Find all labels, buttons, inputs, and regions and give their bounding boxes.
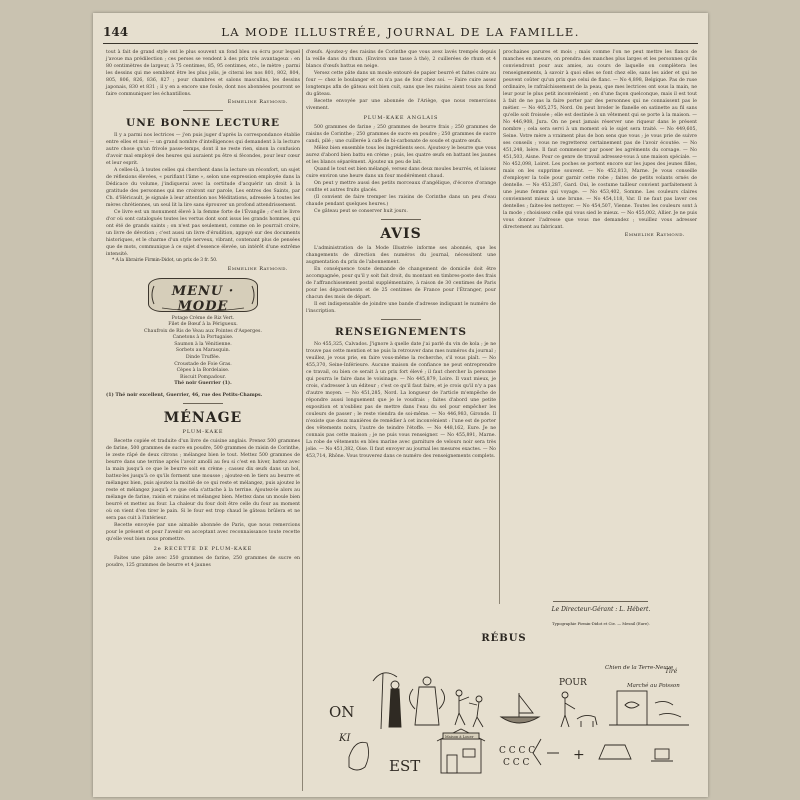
- lecture-paragraph: Il y a parmi nos lectrices — j'en puis juger d'après la correspondance établie entre elles et moi — un grand nombre d'intelligences qui demandent à la lecture autre chose qu'un frivole passe-temps, dont il ne reste rien, sinon la confusion d'avoir mal employé des heures qui auraient pu être si fécondes, pour leur cœur et leur esprit.: [106, 133, 300, 166]
- journal-title: LA MODE ILLUSTRÉE, JOURNAL DE LA FAMILLE.: [221, 25, 580, 39]
- footnote: * A la librairie Firmin-Didot, un prix de 3 fr. 50.: [112, 258, 218, 263]
- separator: [381, 319, 421, 320]
- menu-item: Cèpes à la Bordelaise.: [176, 368, 230, 374]
- menu-item: Canetons à la Portugaise.: [172, 335, 234, 341]
- rebus-word-tire: Tiré: [665, 668, 678, 675]
- rebus-word-maison: Maison à Louer: [445, 735, 474, 739]
- rebus-title: RÉBUS: [481, 633, 527, 644]
- svg-text:C C C: C C C: [503, 758, 530, 768]
- header-rule: [103, 43, 698, 44]
- signature: Emmeline Raymond.: [227, 99, 288, 105]
- section-title-lecture: UNE BONNE LECTURE: [126, 117, 280, 129]
- signature: Emmeline Raymond.: [227, 265, 288, 272]
- recipe-paragraph: Versez cette pâte dans un moule entouré de papier beurré et faites cuire au four — chez le boulanger et on n'a pas de four chez soi. — Faire cuire assez longtemps afin de gâteau soit bien cuit, sans que les raisins aient tous au fond du gâteau.: [306, 71, 496, 97]
- scythe-icon: [373, 673, 397, 681]
- menu-item: Thé noir Guerrier (1).: [174, 381, 232, 387]
- fish-icon: [625, 702, 639, 708]
- menage-paragraph: Recette envoyée par une aimable abonnée de Paris, que nous remercions pour le présent et pour l'avenir en acceptant avec reconnaissance toute recette qu'elle veut bien nous promettre.: [106, 523, 300, 543]
- menu-item: Chaufroix de Ris de Veau aux Pointes d'Asperges.: [144, 328, 262, 334]
- avis-paragraph: Il est indispensable de joindre une bande d'adresse indiquant le numéro de l'inscription.: [306, 302, 496, 314]
- recipe-paragraph: Recette envoyée par une abonnée de l'Ariège, que nous remercions vivement.: [306, 99, 496, 111]
- section-title-renseignements: RENSEIGNEMENTS: [334, 326, 467, 338]
- recipe-paragraph: Quand le tout est bien mélangé, versez dans deux moules beurrés, et laissez cuire environ une heure dans un four modérément chaud.: [306, 167, 496, 179]
- separator: [183, 110, 223, 111]
- svg-text:+: +: [573, 747, 585, 763]
- menu-item: Filet de Bœuf à la Périgueux.: [168, 322, 238, 328]
- menage-paragraph: Recette copiée et traduite d'un livre de cuisine anglais. Prenez 500 grammes de farine, 500 grammes de sucre en poudre, 500 grammes de raisin de Corinthe, le zeste râpé de deux citrons ; mélangez bien le tout. Mettez 500 grammes de beurre dans une terrine après l'avoir amolli au feu si c'est en hiver, battez avec la main jusqu'à ce que le beurre soit en crème ; cassez dix œufs dans un bol, battez-les jusqu'à ce qu'ils forment une mousse ; ajoutez-en le tiers au beurre et mélangez bien, puis ajoutez la moitié de ce qui reste et mélangez, puis ajoutez le reste et mélangez jusqu'à ce que cela s'attache à la terrine. Ajoutez-le alors au mélange de farine, raisin et raisins et mélangez bien. Mettez dans un moule bien beurré et mettez au four. La chaleur du four doit être celle du four au moment où on vient d'en tirer le pain. Si le four est trop chaud le gâteau brûlera et ne sera pas cuit à l'intérieur.: [106, 439, 300, 522]
- column-divider: [302, 49, 303, 791]
- recipe-paragraph: 500 grammes de farine ; 250 grammes de beurre frais ; 250 grammes de raisins de Corinthe ; 250 grammes de sucre en poudre ; 250 grammes de sucre candi, pilé ; une cuillerée à café de bi-carbonate de soude et quatre œufs.: [306, 125, 496, 144]
- subsection-title: PLUM-KAKE ANGLAIS: [363, 115, 439, 121]
- menu-logo: [148, 278, 258, 312]
- director-credit: Le Directeur-Gérant : L. Hébert.: [551, 606, 651, 613]
- svg-text:KI: KI: [339, 733, 351, 744]
- rebus-puzzle: [309, 633, 699, 793]
- menage-paragraph: Faites une pâte avec 250 grammes de farine, 250 grammes de sucre en poudre, 125 grammes de beurre et 4 jaunes: [106, 556, 300, 569]
- rebus-word-chien: Chien de la Terre-Neuve: [605, 665, 674, 671]
- rebus-word-marche: Marché au Poisson: [627, 683, 680, 689]
- intro-paragraph: tout à fait de grand style ont le plus souvent un fond bleu ou écru pour lequel j'avoue ma prédilection ; ces perses se vendent à des prix très avantageux : en 80 centimètres de largeur, à 75 centimes, 85, 95 centimes, etc., le mètre ; parmi les dessins qui me semblent être les plus jolis, je citerai les nos 801, 802, 804, 805, 806, 826, 836, 827 ; pour chambres et salons masculins, les dessins japonais, 830 et 831 ; il y en a encore une foule, dont nos abonnées pourront se faire communiquer les échantillons.: [106, 50, 300, 97]
- rebus-word-on: ON: [329, 703, 355, 721]
- rebus-word-pour: POUR: [559, 678, 587, 688]
- menu-item: Sorbets au Marasquin.: [175, 348, 231, 354]
- subsection-title: 2e RECETTE DE PLUM-KAKE: [153, 546, 253, 553]
- section-title-menage: MÉNAGE: [163, 410, 243, 427]
- menu-item: Biscuit Pompadour.: [180, 374, 226, 380]
- recipe-paragraph: d'œufs. Ajoutez-y des raisins de Corinthe que vous avez lavés trempés depuis la veille dans du rhum. (Environ une tasse à thé), 2 cuillerées de rhum et 4 blancs d'œufs battus en neige.: [306, 50, 496, 69]
- column-3: [503, 49, 697, 439]
- page-header: [103, 25, 698, 41]
- avis-paragraph: En conséquence toute demande de changement de domicile doit être accompagnée, pour qu'il y soit fait droit, du montant en timbres-poste des frais de l'affranchissement postal supplémentaire, à raison de 30 centimes de Paris pour les départements et de 25 centimes de France pour l'Étranger, pour chacun des mois de départ.: [306, 267, 496, 300]
- hand-icon: [349, 742, 369, 770]
- page-number: 144: [103, 25, 129, 39]
- rebus-word-est: EST: [389, 757, 421, 775]
- column-divider: [499, 49, 500, 604]
- separator: [381, 219, 421, 220]
- subsection-title: PLUM-KAKE: [182, 429, 224, 436]
- menu-item: Potage Crème de Riz Vert.: [171, 315, 235, 321]
- column-2: [306, 49, 496, 459]
- dog-icon: [577, 715, 597, 727]
- rebus-illustration: [309, 633, 699, 793]
- menu-item: Saumon à la Vénitienne.: [174, 341, 232, 347]
- avis-paragraph: L'administration de la Mode Illustrée informe ses abonnés, que les changements de direction des numéros du journal, nécessitent une augmentation du prix de l'abonnement.: [306, 246, 496, 265]
- box-icon: [655, 749, 669, 759]
- recipe-paragraph: On peut y mettre aussi des petits morceaux d'angélique, d'écorce d'orange confite et autres fruits glacés.: [306, 181, 496, 193]
- lecture-paragraph: A celles-là, à toutes celles qui cherchent dans la lecture un réconfort, un sujet de réflexions élevées, « purifiant l'âme », selon une expression employée dans la Dédicace du volume, j'indiquerai avec la certitude d'acquérir un droit à la gratitude des personnes qui me croiront sur parole, Les entres des Saints, par Ch. d'Héricault, je signale à leur attention nos Méditations, adressée à toutes les mères chrétiennes, un seul lit la lire sans éprouver un profond attendrissement.: [106, 168, 300, 208]
- signature: Emmeline Raymond.: [624, 232, 685, 238]
- section-title-avis: AVIS: [380, 226, 422, 242]
- lecture-paragraph: Ce livre est un monument élevé à la femme forte de l'Évangile ; c'est le livre d'or où sont catalogués toutes les vertus dont sont issus les grands hommes, qui ont été de grands saints ; on n'est pas seulement, comme on le pourrait croire, un livre de dévotion ; c'est aussi un livre d'érudition, appuyé sur des documents historiques, et le charme d'un style nerveux, vibrant, contenant plus de pensées que de mots, communique à ce sujet d'essence élevée, un intérêt d'une extrême intensité.: [106, 210, 300, 257]
- skull-icon: [391, 681, 399, 689]
- svg-text:C C C C: C C C C: [499, 746, 536, 756]
- recipe-paragraph: Ce gâteau peut se conserver huit jours.: [314, 209, 408, 214]
- printer-credit: Typographie Firmin-Didot et Cie. — Mesnil (Eure).: [552, 621, 650, 626]
- recipe-paragraph: (Il convient de faire tremper les raisins de Corinthe dans un peu d'eau chaude pendant quelques heures.): [306, 195, 496, 207]
- menu-list: [106, 316, 300, 389]
- recipe-paragraph: Mêlez bien ensemble tous les ingrédients secs. Ajoutez-y le beurre que vous aurez d'abord bien battu en crème ; puis, les quatre œufs en battant les jaunes et les blancs séparément. Ajoutez un peu de lait.: [306, 146, 496, 165]
- menu-logo-text: MENU · MODE: [171, 283, 235, 314]
- menu-item: Croustade de Foie Gras.: [174, 361, 232, 367]
- menu-item: Dinde Truffée.: [185, 355, 221, 361]
- separator: [553, 601, 648, 602]
- separator: [183, 403, 223, 404]
- renseignements-paragraph: prochaines parures et mois ; mais comme l'on ne peut mettre les flancs de manches en mesure, on prendra des manches plus larges et les personnes qu'ils conviendront pour aux amies, au cours de laquelle on complètera les renseignements, à savoir à quoi elles se font chez elle, sans les aider et qui ne peuvent coûter qu'un prix que celui de flanc. — No 4,898, Belgique. Pas de ruse ordinaire, le rafraîchissement de la peau, que mes lectrices ont sous la main, ne leur pour le plus petit inconvénient ; en d'une façon quelconque, mais il est tout à fait de ne pas la faire porter par des personnes qui ne connaissent pas le métier. — No 405,275, Nord. On peut broder le flanelle en satinette au fil sans qu'elle soit froissée ; elle est destinée à un vêtement qui se porte à la maison. — No 446,908, Jura. On ne peut jamais réserver une riqueur dans le présent nombre ; cela sera servi à un moment où le sujet sera traité. — No 449,605, Seine. Votre mère a vraiment plus de bon sens que vous ; je vous prie de suivre ses conseils ; vous ne regretterez certainement pas de l'avoir écoutée. — No 451,248, Isère. Il faut commencer par poser les agréments du corsage. — No 451,503, Aisne. Pour ce genre de travail adressez-vous à une maison spéciale. — No 452,098, Loiret. Les poches se portent encore sur les jupes des jeunes filles, mais on les supprime souvent. — No 452,813, Marne. Je vous conseille d'employer la toile pour garnir cette robe ; faites de petits volants ornés de dentelle. — No 453,287, Gard. Oui, le costume tailleur convient parfaitement à une jeune femme qui voyage. — No 453,402, Somme. Les couleurs claires conviennent mieux à une brune. — No 454,118, Var. Il ne faut pas laver ces dentelles ; faites-les nettoyer. — No 454,507, Vienne. Toutes les couleurs sont à la mode ; choisissez celle qui vous sied le mieux. — No 455,002, Allier. Je ne puis vous donner l'adresse que vous me demandez ; veuillez vous adresser directement au fabricant.: [503, 50, 697, 230]
- crown-icon: [599, 745, 631, 759]
- column-1: [106, 49, 300, 791]
- renseignements-paragraph: No 455,325, Calvados. J'ignore à quelle date j'ai parlé du vin de kola ; je ne trouve pas cette mention et ne puis la retrouver dans mes numéros du journal ; veuillez, je vous prie, en faire vous-même la recherche, s'il vous plaît. — No 455,370, Seine-Inférieure. Aucune maison de confiance ne peut entreprendre ce travail, ou bien ce serait à un prix fort élevé ; il faut chercher la personne qui pourra le faire dans le voisinage. — No 445,879, Loire. Il vaut mieux, je crois, s'adresser à un éditeur ; c'est ce qu'il faut faire, et je crois qu'il n'y a pas d'autre moyen. — No 451,285, Nord. La longueur de l'article m'empêche de répondre aussi longuement que je le voudrais ; faites d'abord une petite exposition et n'oubliez pas de mettre dans l'eau du sel pour empêcher les couleurs de passer ; le reste viendra de soi-même. — No 446,983, Gironde. Il n'existe que deux manières de remédier à cet inconvénient : l'une est de porter des vêtements noirs, l'autre de teindre l'étoffe. — No 448,162, Eure. Je ne connais pas cette maison ; je ne puis vous renseigner. — No 455,891, Marne. La robe de vêtements en bleu marine avec garniture de velours noir sera très jolie. — No 451,382, Oise. Il faut envoyer au journal les mesures exactes. — No 453,714, Rhône. Vous trouverez dans ce numéro des renseignements complets.: [306, 342, 496, 459]
- magazine-page: [93, 13, 708, 797]
- menu-note: (1) Thé noir excellent, Guerrier, 46, rue des Petits-Champs.: [106, 393, 263, 399]
